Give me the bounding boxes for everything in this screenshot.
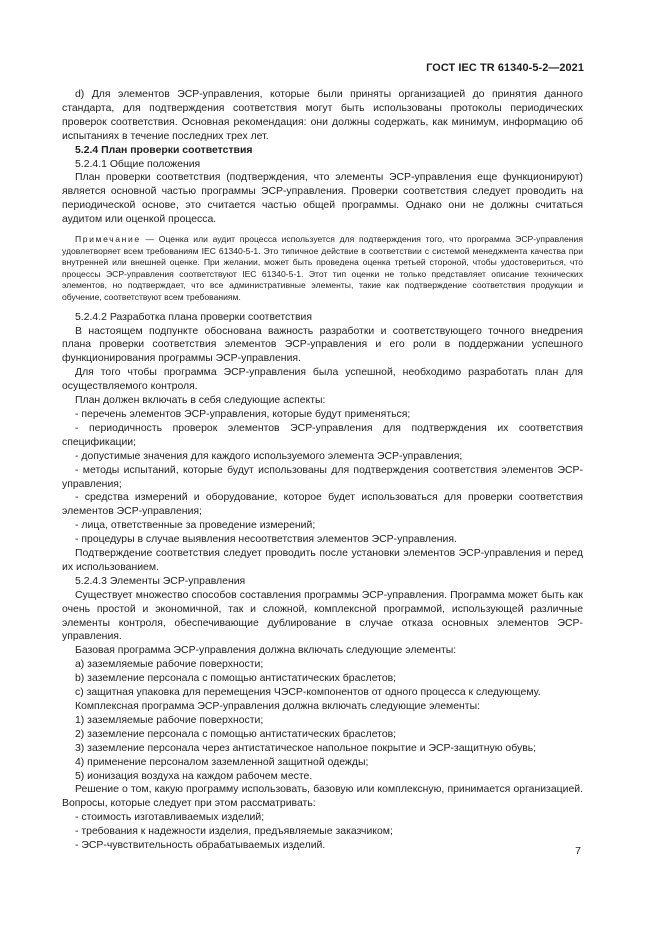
note-text: — Оценка или аудит процесса используется для подтверждения того, что программа ЭСР-управления удовлетворяет всем требованиям IEC 61340-5-1. Это типичное действие в соответствии с системой менеджмента качества при внутренней или внешней оценке. При желании, может быть проведена оценка третьей стороной, чтобы удостовериться, что процессы ЭСР-управления соответствуют IEC 61340-5-1. Этот тип оценки не только представляет описание технических элементов, но подтверждает, что все административные элементы, такие как подтверждение соответствия продукции и обучение, соответствуют всем требованиям.	[62, 234, 583, 303]
section-heading-5-2-4: 5.2.4 План проверки соответствия	[75, 144, 253, 156]
list-item: b) заземление персонала с помощью антистатических браслетов;	[75, 673, 397, 685]
list-item: - стоимость изготавливаемых изделий;	[75, 812, 265, 824]
list-item: - требования к надежности изделия, предъявляемые заказчиком;	[75, 826, 393, 838]
list-item: - средства измерений и оборудование, которое будет использоваться для проверки соответствия элементов ЭСР-управления;	[62, 492, 583, 518]
subsection-heading-5-2-4-3: 5.2.4.3 Элементы ЭСР-управления	[75, 575, 246, 587]
paragraph-d: d) Для элементов ЭСР-управления, которые были приняты организацией до принятия данного стандарта, для подтверждения соответствия могут быть использованы протоколы периодических проверок соответствия. Основная рекомендация: они должны содержать, как минимум, информацию об испытаниях в течение последних трех лет.	[62, 89, 583, 142]
list-item: 4) применение персоналом заземленной защитной одежды;	[75, 756, 369, 768]
list-item: - методы испытаний, которые будут использованы для подтверждения соответствия элементов ЭСР-управления;	[62, 464, 583, 490]
list-item: - процедуры в случае выявления несоответствия элементов ЭСР-управления.	[75, 534, 457, 546]
list-item: a) заземляемые рабочие поверхности;	[75, 659, 264, 671]
list-item: 2) заземление персонала с помощью антистатических браслетов;	[75, 728, 397, 740]
paragraph-plan-aspects: План должен включать в себя следующие аспекты:	[75, 395, 326, 407]
list-item: - допустимые значения для каждого используемого элемента ЭСР-управления;	[75, 450, 463, 462]
list-item: 3) заземление персонала через антистатическое напольное покрытие и ЭСР-защитную обувь;	[75, 742, 537, 754]
list-item: - ЭСР-чувствительность обрабатываемых изделий.	[75, 840, 326, 852]
page-number: 7	[575, 845, 581, 857]
page-body	[62, 88, 583, 853]
list-item: - периодичность проверок элементов ЭСР-управления для подтверждения их соответствия спецификации;	[62, 422, 583, 448]
subsection-heading-5-2-4-1: 5.2.4.1 Общие положения	[75, 158, 201, 170]
subsection-heading-5-2-4-2: 5.2.4.2 Разработка плана проверки соответствия	[75, 311, 313, 323]
paragraph-complex-program: Комплексная программа ЭСР-управления должна включать следующие элементы:	[75, 701, 480, 712]
note-label: Примечание	[75, 234, 141, 245]
note	[62, 234, 583, 304]
list-item: 5) ионизация воздуха на каждом рабочем месте.	[75, 770, 313, 782]
paragraph-basic-program: Базовая программа ЭСР-управления должна включать следующие элементы:	[75, 645, 457, 657]
document-header: ГОСТ IEC TR 61340-5-2—2021	[426, 62, 584, 74]
paragraph-general: План проверки соответствия (подтверждения, что элементы ЭСР-управления еще функционируют) является основной частью программы ЭСР-управления. Проверки соответствия следует проводить на периодической основе, это считается частью общей программы. Однако они не должны считаться аудитом или оценкой процесса.	[62, 172, 583, 226]
paragraph-program-ways: Существует множество способов составления программы ЭСР-управления. Программа может быть как очень простой и экономичной, так и сложной, комплексной программой, использующей различные элементы контроля, обеспечивающие дублирование в случае отказа основных элементов ЭСР-управления.	[62, 589, 583, 643]
list-item: - перечень элементов ЭСР-управления, которые будут применяться;	[75, 408, 411, 420]
list-item: 1) заземляемые рабочие поверхности;	[75, 714, 264, 726]
list-item: c) защитная упаковка для перемещения ЧЭСР-компонентов от одного процесса к следующему.	[75, 687, 541, 699]
list-item: - лица, ответственные за проведение измерений;	[75, 520, 316, 532]
paragraph-plan-needed: Для того чтобы программа ЭСР-управления была успешной, необходимо разработать план для осуществляемого контроля.	[62, 367, 583, 393]
paragraph-decision: Решение о том, какую программу использовать, базовую или комплексную, принимается организацией. Вопросы, которые следует при этом рассматривать:	[62, 784, 583, 810]
paragraph-importance: В настоящем подпункте обоснована важность разработки и соответствующего точного внедрения плана проверки соответствия элементов ЭСР-управления и его роли в поддержании успешного функционирования программы ЭСР-управления.	[62, 325, 583, 365]
paragraph-confirmation: Подтверждение соответствия следует проводить после установки элементов ЭСР-управления и перед их использованием.	[62, 548, 583, 573]
